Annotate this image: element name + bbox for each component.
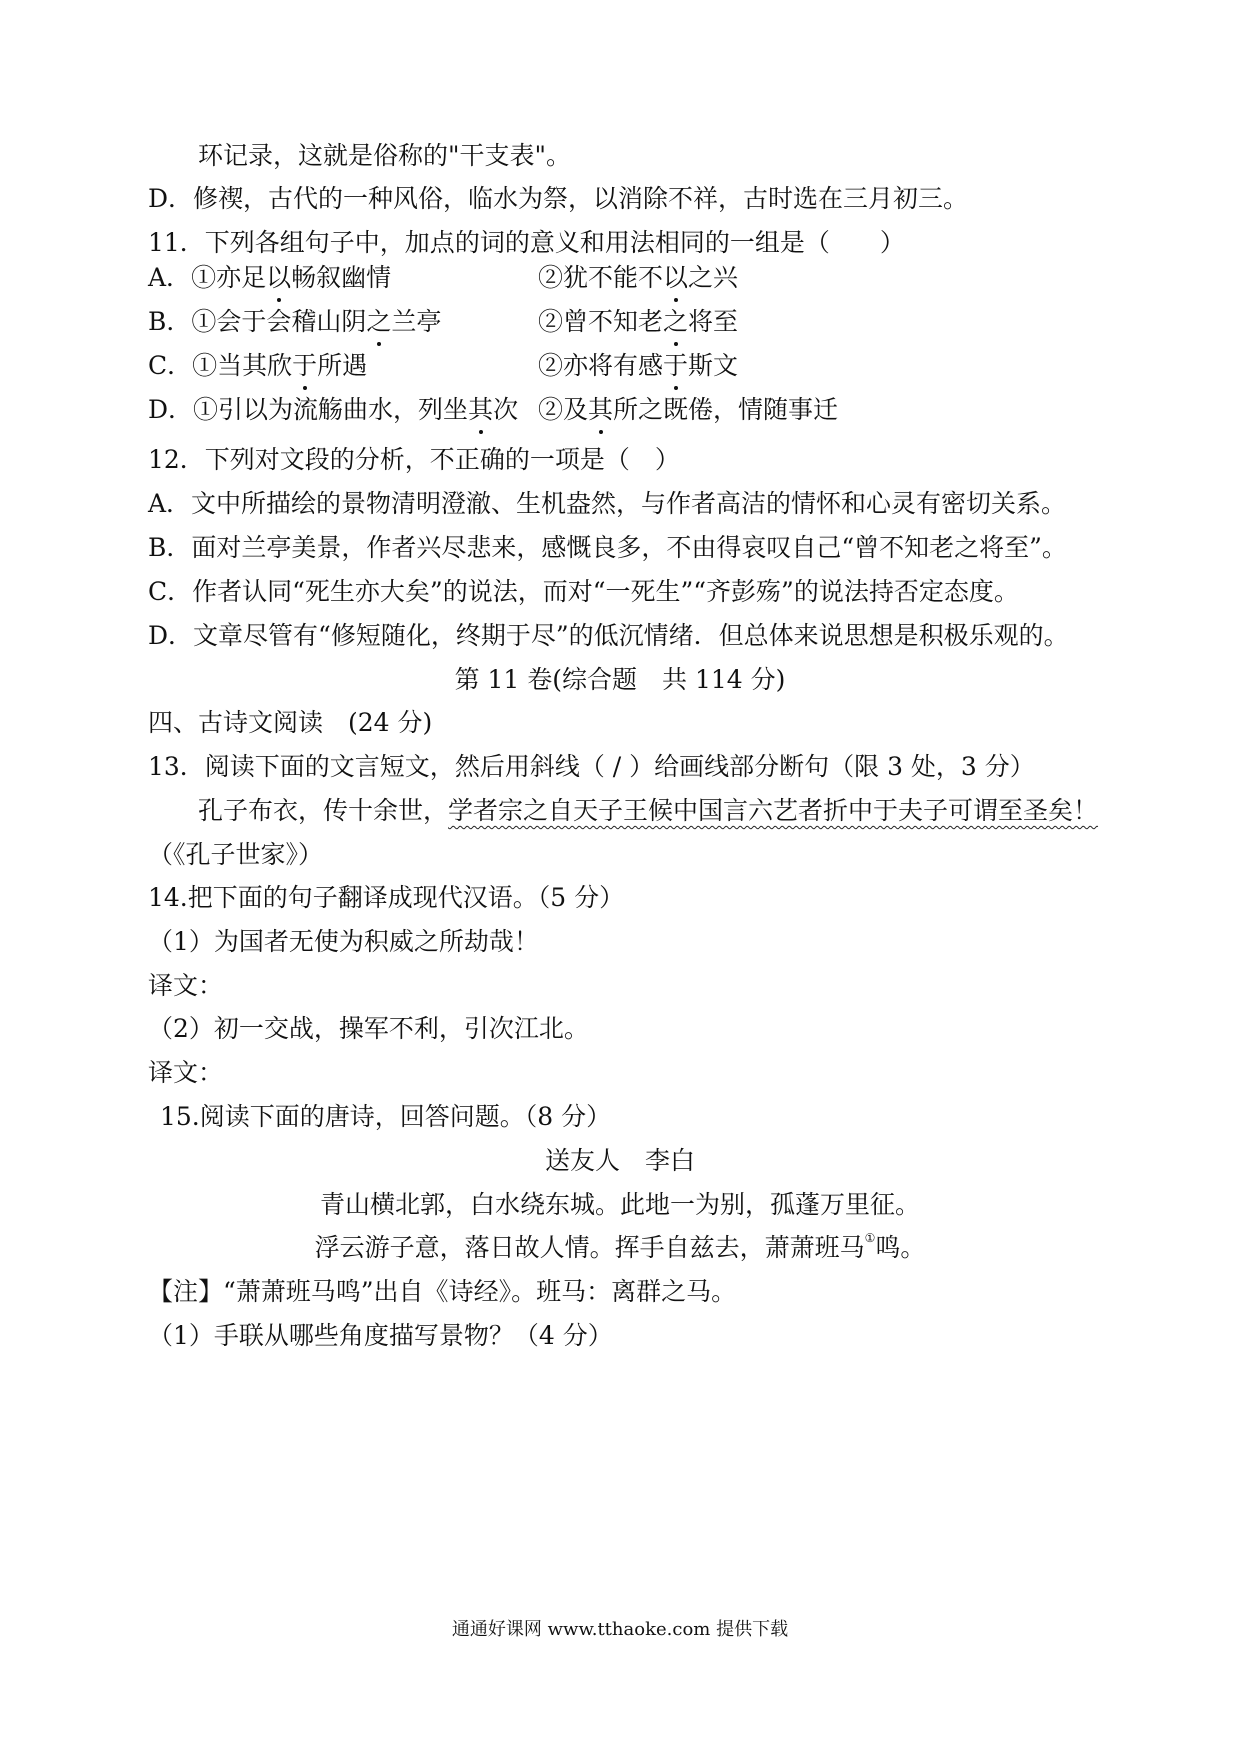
option-label: A． [148, 263, 192, 292]
dotted-word: 以 [663, 263, 689, 292]
question-13: 13．阅读下面的文言短文，然后用斜线（ / ）给画线部分断句（限 3 处，3 分） [148, 752, 1035, 781]
dotted-word: 之 [366, 307, 392, 336]
sentence-1: ①亦足以畅叙幽情 [191, 263, 392, 292]
q14-sentence-2: （2）初一交战，操军不利，引次江北。 [148, 1014, 589, 1043]
dotted-word: 于 [663, 351, 689, 380]
q12-option-c: C．作者认同“死生亦大矣”的说法，而对“一死生”“齐彭殇”的说法持否定态度。 [148, 577, 1019, 606]
option-d-prev: D．修禊，古代的一种风俗，临水为祭，以消除不祥，古时选在三月初三。 [148, 184, 969, 213]
question-15: 15.阅读下面的唐诗，回答问题。（8 分） [160, 1102, 612, 1131]
part-4-heading: 四、古诗文阅读 (24 分) [148, 708, 433, 737]
dotted-word: 以 [266, 263, 292, 292]
sentence-2: ②亦将有感于斯文 [538, 351, 739, 380]
translation-label-2: 译文： [148, 1058, 224, 1087]
passage-text: 孔子布衣，传十余世， [198, 796, 449, 825]
q12-option-d: D．文章尽管有“修短随化，终期于尽”的低沉情绪．但总体来说思想是积极乐观的。 [148, 621, 1069, 650]
option-label: D． [148, 395, 194, 424]
q11-option-d [148, 394, 1048, 426]
dotted-word: 之 [663, 307, 689, 336]
q13-source: （《孔子世家》） [148, 840, 324, 869]
underlined-passage: 学者宗之自天子王候中国言六艺者折中于夫子可谓至圣矣！ [448, 796, 1099, 825]
dotted-word: 其 [588, 395, 614, 424]
poem-line-1: 青山横北郭，白水绕东城。此地一为别，孤蓬万里征。 [319, 1190, 920, 1219]
option-label: C． [148, 351, 193, 380]
footnote-marker: ① [864, 1231, 876, 1245]
q13-passage [198, 795, 1098, 827]
question-11: 11．下列各组句子中，加点的词的意义和用法相同的一组是（ ） [148, 228, 905, 257]
q11-option-c [148, 350, 1048, 382]
text-line: 环记录，这就是俗称的"干支表"。 [198, 141, 571, 170]
option-label: B． [148, 307, 192, 336]
poem-title: 送友人 李白 [544, 1146, 695, 1175]
poem-note: 【注】“萧萧班马鸣”出自《诗经》。班马：离群之马。 [148, 1277, 737, 1306]
question-14: 14.把下面的句子翻译成现代汉语。（5 分） [148, 883, 625, 912]
sentence-1: ①当其欣于所遇 [192, 351, 368, 380]
page-footer: 通通好课网 www.tthaoke.com 提供下载 [451, 1619, 789, 1640]
poem-line-2: 浮云游子意，落日故人情。挥手自兹去，萧萧班马①鸣。 [314, 1231, 926, 1262]
question-12: 12．下列对文段的分析，不正确的一项是（ ） [148, 445, 680, 474]
q12-option-b: B．面对兰亭美景，作者兴尽悲来，感慨良多，不由得哀叹自己“曾不知老之将至”。 [148, 533, 1067, 562]
sentence-2: ②曾不知老之将至 [538, 307, 739, 336]
sentence-1: ①引以为流觞曲水，列坐其次 [193, 395, 519, 424]
sentence-1: ①会于会稽山阴之兰亭 [191, 307, 442, 336]
translation-label-1: 译文： [148, 971, 224, 1000]
sentence-2: ②及其所之既倦，情随事迁 [538, 395, 839, 424]
q11-option-a [148, 262, 1048, 294]
dotted-word: 于 [292, 351, 318, 380]
q14-sentence-1: （1）为国者无使为积威之所劫哉！ [148, 927, 539, 956]
dotted-word: 其 [468, 395, 494, 424]
q15-sub-1: （1）手联从哪些角度描写景物？（4 分） [148, 1321, 613, 1350]
q11-option-b [148, 306, 1048, 338]
section-title: 第 11 卷(综合题 共 114 分) [454, 665, 786, 694]
q12-option-a: A．文中所描绘的景物清明澄澈、生机盎然，与作者高洁的情怀和心灵有密切关系。 [148, 489, 1067, 518]
sentence-2: ②犹不能不以之兴 [538, 263, 739, 292]
